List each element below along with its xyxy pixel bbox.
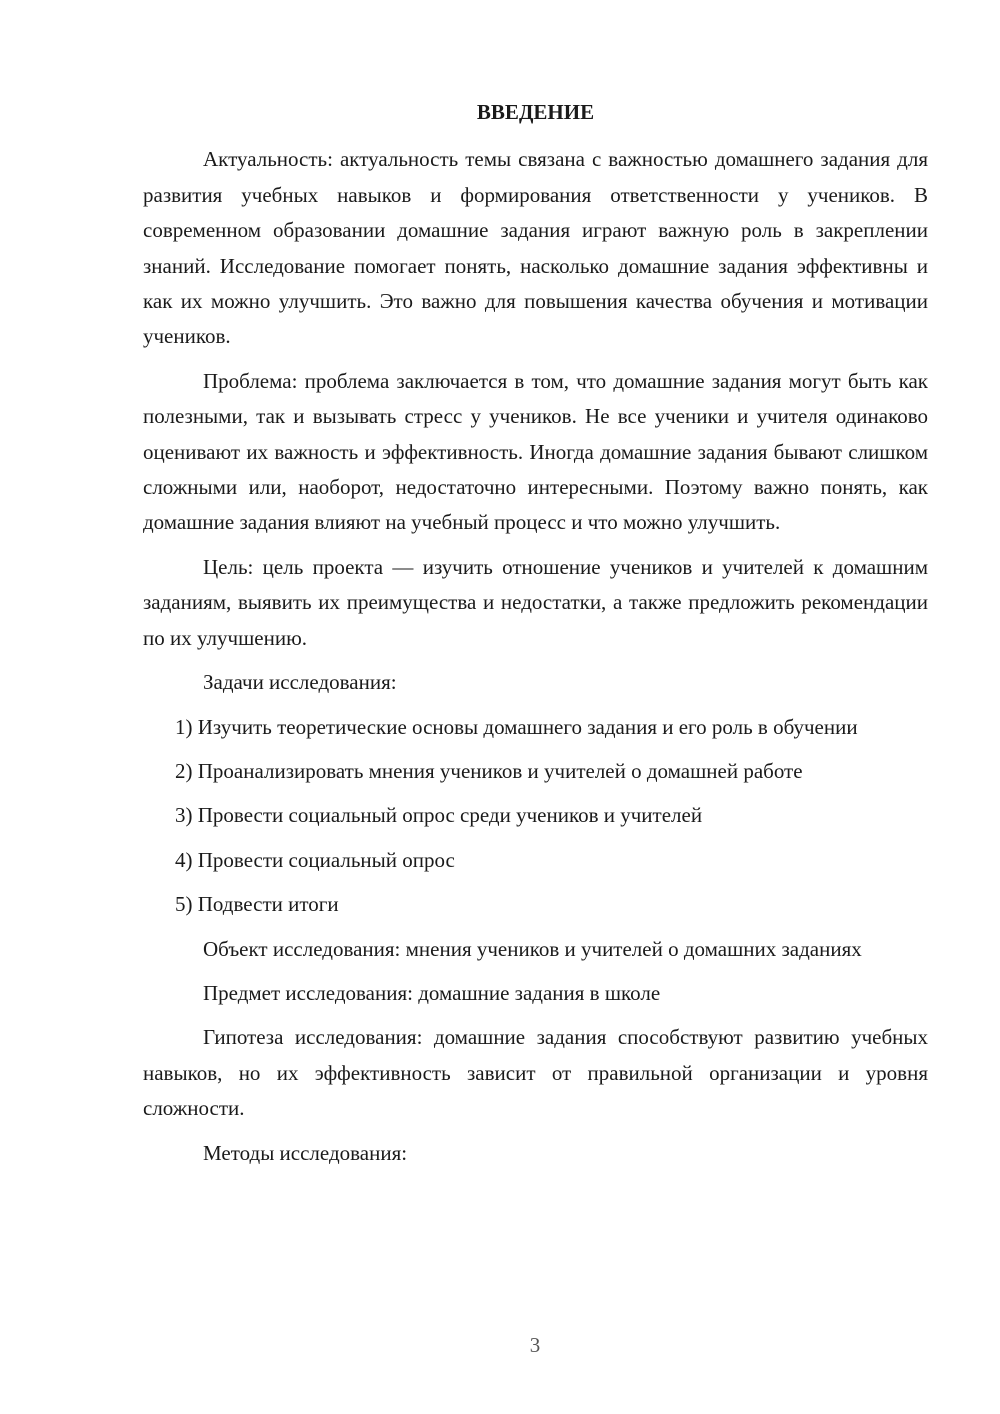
paragraph-relevance: Актуальность: актуальность темы связана с важностью домашнего задания для развития учебных навыков и формирования ответственности у учеников. В современном образовании домашние задания играют важную роль в закреплении знаний. Исследование помогает понять, насколько домашние задания эффективны и как их можно улучшить. Это важно для повышения качества обучения и мотивации учеников. [143,147,928,349]
paragraph-tasks-intro: Задачи исследования: [203,670,397,695]
paragraph-methods: Методы исследования: [203,1140,408,1165]
page-title: ВВЕДЕНИЕ [476,100,595,124]
paragraph-hypothesis: Гипотеза исследования: домашние задания способствуют развитию учебных навыков, но их эффективность зависит от правильной организации и уровня сложности. [143,1025,928,1121]
page-content [143,95,928,1180]
list-item-task-2: 2) Проанализировать мнения учеников и учителей о домашней работе [175,758,803,783]
list-item-task-5: 5) Подвести итоги [175,892,339,917]
page-number: 3 [529,1333,541,1357]
paragraph-object: Объект исследования: мнения учеников и учителей о домашних заданиях [203,936,862,961]
list-item-task-3: 3) Провести социальный опрос среди учеников и учителей [175,803,703,828]
list-item-task-4: 4) Провести социальный опрос [175,847,455,872]
list-item-task-1: 1) Изучить теоретические основы домашнего задания и его роль в обучении [175,714,858,739]
paragraph-goal: Цель: цель проекта — изучить отношение учеников и учителей к домашним заданиям, выявить их преимущества и недостатки, а также предложить рекомендации по их улучшению. [143,554,928,650]
paragraph-subject: Предмет исследования: домашние задания в школе [203,980,661,1005]
paragraph-problem: Проблема: проблема заключается в том, что домашние задания могут быть как полезными, так и вызывать стресс у учеников. Не все ученики и учителя одинаково оценивают их важность и эффективность. Иногда домашние задания бывают слишком сложными или, наоборот, недостаточно интересными. Поэтому важно понять, как домашние задания влияют на учебный процесс и что можно улучшить. [143,368,928,535]
